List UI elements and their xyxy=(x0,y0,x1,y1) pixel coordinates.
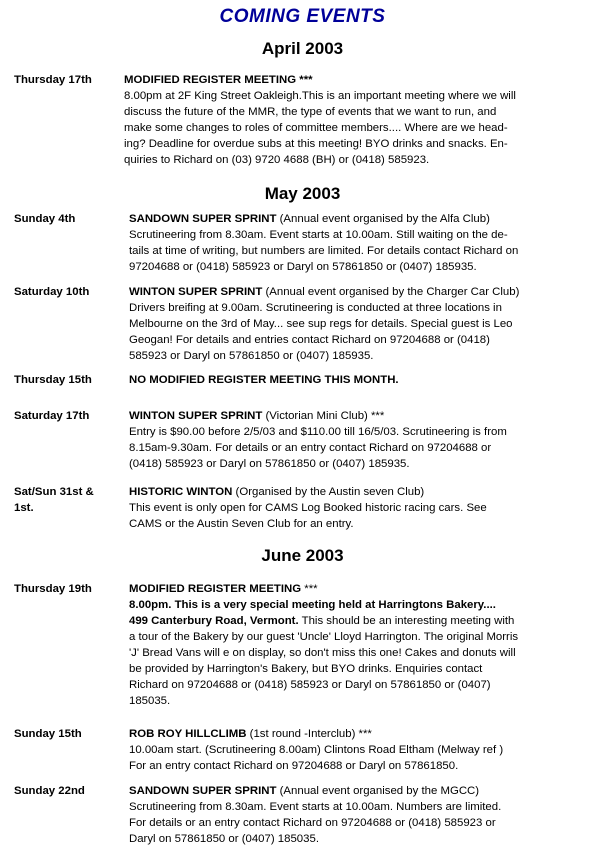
event-line-tail: This should be an interesting meeting with xyxy=(298,615,515,627)
event-line: be provided by Harrington's Bakery, but BYO drinks. Enquiries contact xyxy=(129,663,483,675)
event-heading: ROB ROY HILLCLIMB xyxy=(129,728,247,740)
event-heading: SANDOWN SUPER SPRINT xyxy=(129,785,277,797)
event-bold-line: 8.00pm. This is a very special meeting held at Harringtons Bakery.... xyxy=(129,599,496,611)
event-date-line: Sat/Sun 31st & xyxy=(14,486,94,498)
event-line: Daryl on 57861850 or (0407) 185035. xyxy=(129,833,319,845)
event-heading: WINTON SUPER SPRINT xyxy=(129,410,263,422)
event-line: 585923 or Daryl on 57861850 or (0407) 185935. xyxy=(129,350,374,362)
event-mixed-line xyxy=(129,613,518,629)
event-heading-note: *** xyxy=(301,583,318,595)
event-heading: WINTON SUPER SPRINT xyxy=(129,286,263,298)
event-line: quiries to Richard on (03) 9720 4688 (BH) or (0418) 585923. xyxy=(124,154,430,166)
event-line: 8.15am-9.30am. For details or an entry contact Richard on 97204688 or xyxy=(129,442,492,454)
event-line: make some changes to roles of committee members.... Where are we head- xyxy=(124,122,508,134)
event-date: Saturday 10th xyxy=(14,286,90,298)
event-heading-note: (Annual event organised by the Alfa Club) xyxy=(276,213,490,225)
event-line: 97204688 or (0418) 585923 or Daryl on 57861850 or (0407) 185935. xyxy=(129,261,477,273)
event-line: Scrutineering from 8.30am. Event starts at 10.00am. Numbers are limited. xyxy=(129,801,502,813)
event-body xyxy=(129,211,518,275)
event-date: Sunday 4th xyxy=(14,213,76,225)
event-heading-note: (Annual event organised by the MGCC) xyxy=(276,785,480,797)
event-body xyxy=(124,72,516,168)
event-date: Thursday 15th xyxy=(14,374,92,386)
event-line: (0418) 585923 or Daryl on 57861850 or (0407) 185935. xyxy=(129,458,410,470)
event-line: Entry is $90.00 before 2/5/03 and $110.00 till 16/5/03. Scrutineering is from xyxy=(129,426,507,438)
event-date xyxy=(14,484,94,516)
page-title: COMING EVENTS xyxy=(219,6,386,27)
month-heading-april: April 2003 xyxy=(261,39,344,58)
event-line: 'J' Bread Vans will e on display, so don't miss this one! Cakes and donuts will xyxy=(129,647,516,659)
event-date: Saturday 17th xyxy=(14,410,90,422)
event-heading: SANDOWN SUPER SPRINT xyxy=(129,213,277,225)
event-line: Melbourne on the 3rd of May... see sup regs for details. Special guest is Leo xyxy=(129,318,513,330)
event-line: For details or an entry contact Richard on 97204688 or (0418) 585923 or xyxy=(129,817,496,829)
event-body xyxy=(129,783,501,847)
event-body xyxy=(129,726,503,774)
event-heading-line xyxy=(124,72,516,88)
event-heading-note: (Organised by the Austin seven Club) xyxy=(232,486,425,498)
event-heading-line xyxy=(129,484,487,500)
event-date: Thursday 19th xyxy=(14,583,92,595)
event-line: 8.00pm at 2F King Street Oakleigh.This is an important meeting where we will xyxy=(124,90,516,102)
event-line: This event is only open for CAMS Log Booked historic racing cars. See xyxy=(129,502,487,514)
event-line: For an entry contact Richard on 97204688 or Daryl on 57861850. xyxy=(129,760,459,772)
event-date: Sunday 22nd xyxy=(14,785,85,797)
event-date: Thursday 17th xyxy=(14,74,92,86)
event-line: Geogan! For details and entries contact Richard on 97204688 or (0418) xyxy=(129,334,490,346)
event-heading: NO MODIFIED REGISTER MEETING THIS MONTH. xyxy=(129,374,399,386)
event-date: Sunday 15th xyxy=(14,728,82,740)
event-heading-line xyxy=(129,581,518,597)
event-heading-line xyxy=(129,726,503,742)
event-line: CAMS or the Austin Seven Club for an entry. xyxy=(129,518,354,530)
event-line: Richard on 97204688 or (0418) 585923 or Daryl on 57861850 or (0407) xyxy=(129,679,491,691)
event-heading-line xyxy=(129,284,519,300)
event-date-line: 1st. xyxy=(14,502,34,514)
event-heading-line xyxy=(129,408,507,424)
event-body xyxy=(129,408,507,472)
event-line: ing? Deadline for overdue subs at this meeting! BYO drinks and snacks. En- xyxy=(124,138,508,150)
event-body xyxy=(129,372,399,388)
event-line: tails at time of writing, but numbers are limited. For details contact Richard on xyxy=(129,245,519,257)
event-heading-line xyxy=(129,211,518,227)
event-line: 10.00am start. (Scrutineering 8.00am) Clintons Road Eltham (Melway ref ) xyxy=(129,744,504,756)
event-bold-address: 499 Canterbury Road, Vermont. xyxy=(129,615,299,627)
event-line: Drivers breifing at 9.00am. Scrutineering is conducted at three locations in xyxy=(129,302,502,314)
event-heading-note: (Annual event organised by the Charger Car Club) xyxy=(262,286,520,298)
event-body xyxy=(129,581,518,709)
event-heading-note: (1st round -Interclub) *** xyxy=(246,728,372,740)
event-heading: HISTORIC WINTON xyxy=(129,486,233,498)
event-heading: MODIFIED REGISTER MEETING xyxy=(129,583,302,595)
event-line: discuss the future of the MMR, the type of events that we want to run, and xyxy=(124,106,497,118)
event-body xyxy=(129,484,487,532)
event-heading-note: (Victorian Mini Club) *** xyxy=(262,410,385,422)
month-heading-may: May 2003 xyxy=(264,184,341,203)
event-heading-line xyxy=(129,783,501,799)
event-line: a tour of the Bakery by our guest 'Uncle' Lloyd Harrington. The original Morris xyxy=(129,631,519,643)
event-heading: MODIFIED REGISTER MEETING *** xyxy=(124,74,313,86)
event-line: Scrutineering from 8.30am. Event starts at 10.00am. Still waiting on the de- xyxy=(129,229,508,241)
month-heading-june: June 2003 xyxy=(261,546,344,565)
event-line: 185035. xyxy=(129,695,171,707)
event-body xyxy=(129,284,519,364)
